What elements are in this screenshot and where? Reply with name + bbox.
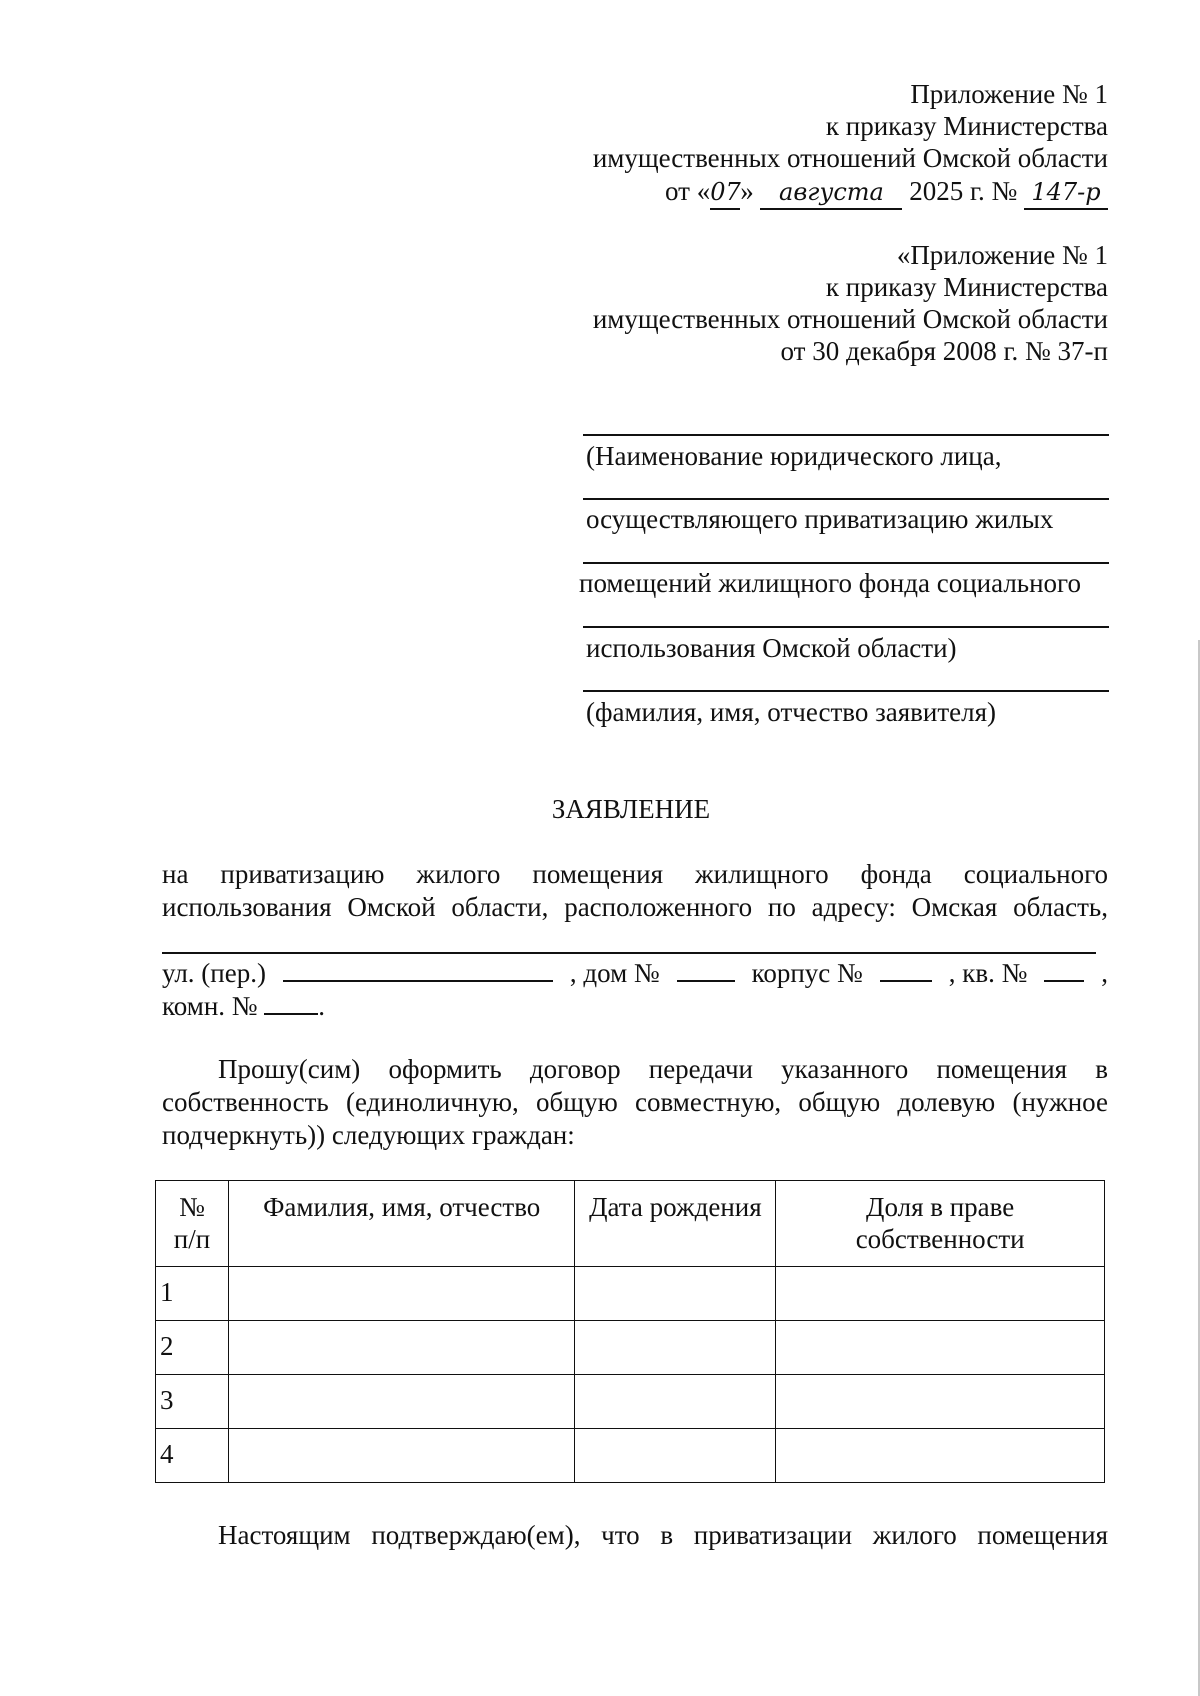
- street-label: ул. (пер.): [162, 958, 266, 988]
- col-share-label-1: Доля в праве: [866, 1192, 1015, 1222]
- request-line-1: Прошу(сим) оформить договор передачи указанного помещения в: [218, 1054, 1108, 1084]
- address-fill-line: [162, 952, 1096, 954]
- request-line-3: подчеркнуть)) следующих граждан:: [162, 1120, 575, 1150]
- row-number: 1: [156, 1267, 229, 1321]
- name-cell[interactable]: [228, 1321, 575, 1375]
- appendix-line-3: имущественных отношений Омской области: [592, 143, 1108, 173]
- citizens-table: [155, 1180, 1105, 1483]
- date-mid: »: [740, 176, 754, 206]
- share-cell[interactable]: [776, 1321, 1105, 1375]
- subject-line-2: использования Омской области, расположенного по адресу: Омская область,: [162, 892, 1108, 922]
- subject-line-1: на приватизацию жилого помещения жилищного фонда социального: [162, 859, 1108, 889]
- confirm-line-1: Настоящим подтверждаю(ем), что в приватизации жилого помещения: [218, 1520, 1108, 1550]
- house-label: , дом №: [569, 958, 660, 988]
- handwritten-month: августа: [760, 176, 902, 210]
- apt-blank: [1044, 958, 1084, 982]
- table-row: [156, 1429, 1105, 1483]
- block-blank: [880, 958, 932, 982]
- end-comma: ,: [1101, 958, 1108, 988]
- birth-cell[interactable]: [575, 1267, 776, 1321]
- addressee-label-1: (Наименование юридического лица,: [586, 441, 1002, 471]
- request-line-2: собственность (единоличную, общую совместную, общую долевую (нужное: [162, 1087, 1108, 1117]
- house-blank: [677, 958, 735, 982]
- appendix-line-2: к приказу Министерства: [825, 111, 1108, 141]
- row-number: 2: [156, 1321, 229, 1375]
- col-share-header: [776, 1181, 1105, 1267]
- addressee-label-2: осуществляющего приватизацию жилых: [586, 504, 1054, 534]
- table-row: [156, 1321, 1105, 1375]
- col-share-label-2: собственности: [855, 1224, 1025, 1254]
- col-number-header: [156, 1181, 229, 1267]
- street-blank: [283, 958, 553, 982]
- table-header-row: [156, 1181, 1105, 1267]
- room-line: [162, 990, 1108, 1023]
- room-blank: [264, 991, 318, 1015]
- orig-appendix-line-4: от 30 декабря 2008 г. № 37-п: [780, 336, 1108, 366]
- col-number-label-2: п/п: [173, 1224, 211, 1254]
- appendix-date-line: [665, 175, 1108, 210]
- document-title: ЗАЯВЛЕНИЕ: [551, 794, 711, 824]
- col-birth-header: Дата рождения: [575, 1181, 776, 1267]
- row-number: 3: [156, 1375, 229, 1429]
- room-label: комн. №: [162, 991, 258, 1021]
- date-prefix: от «: [665, 176, 711, 206]
- row-number: 4: [156, 1429, 229, 1483]
- fill-line-4: [583, 626, 1109, 628]
- table-row: [156, 1375, 1105, 1429]
- end-period: .: [318, 991, 326, 1021]
- handwritten-day: 07: [710, 176, 740, 210]
- fill-line-2: [583, 498, 1109, 500]
- orig-appendix-line-3: имущественных отношений Омской области: [592, 304, 1108, 334]
- name-cell[interactable]: [228, 1375, 575, 1429]
- addressee-label-5: (фамилия, имя, отчество заявителя): [586, 697, 997, 727]
- block-label: корпус №: [751, 958, 863, 988]
- fill-line-1: [583, 434, 1109, 436]
- birth-cell[interactable]: [575, 1429, 776, 1483]
- orig-appendix-line-2: к приказу Министерства: [825, 272, 1108, 302]
- share-cell[interactable]: [776, 1375, 1105, 1429]
- birth-cell[interactable]: [575, 1375, 776, 1429]
- apt-label: , кв. №: [948, 958, 1028, 988]
- year-label: 2025 г. №: [909, 176, 1018, 206]
- col-number-label-1: №: [179, 1192, 205, 1222]
- handwritten-order-number: 147-р: [1024, 176, 1108, 210]
- name-cell[interactable]: [228, 1267, 575, 1321]
- table-row: [156, 1267, 1105, 1321]
- addressee-label-4: использования Омской области): [586, 633, 957, 663]
- name-cell[interactable]: [228, 1429, 575, 1483]
- fill-line-3: [583, 562, 1109, 564]
- birth-cell[interactable]: [575, 1321, 776, 1375]
- appendix-line-1: Приложение № 1: [910, 79, 1108, 109]
- share-cell[interactable]: [776, 1267, 1105, 1321]
- orig-appendix-line-1: «Приложение № 1: [896, 240, 1108, 270]
- fill-line-5: [583, 690, 1109, 692]
- addressee-label-3: помещений жилищного фонда социального: [579, 568, 1081, 598]
- address-fields-line: [162, 957, 1108, 990]
- share-cell[interactable]: [776, 1429, 1105, 1483]
- col-name-header: Фамилия, имя, отчество: [228, 1181, 575, 1267]
